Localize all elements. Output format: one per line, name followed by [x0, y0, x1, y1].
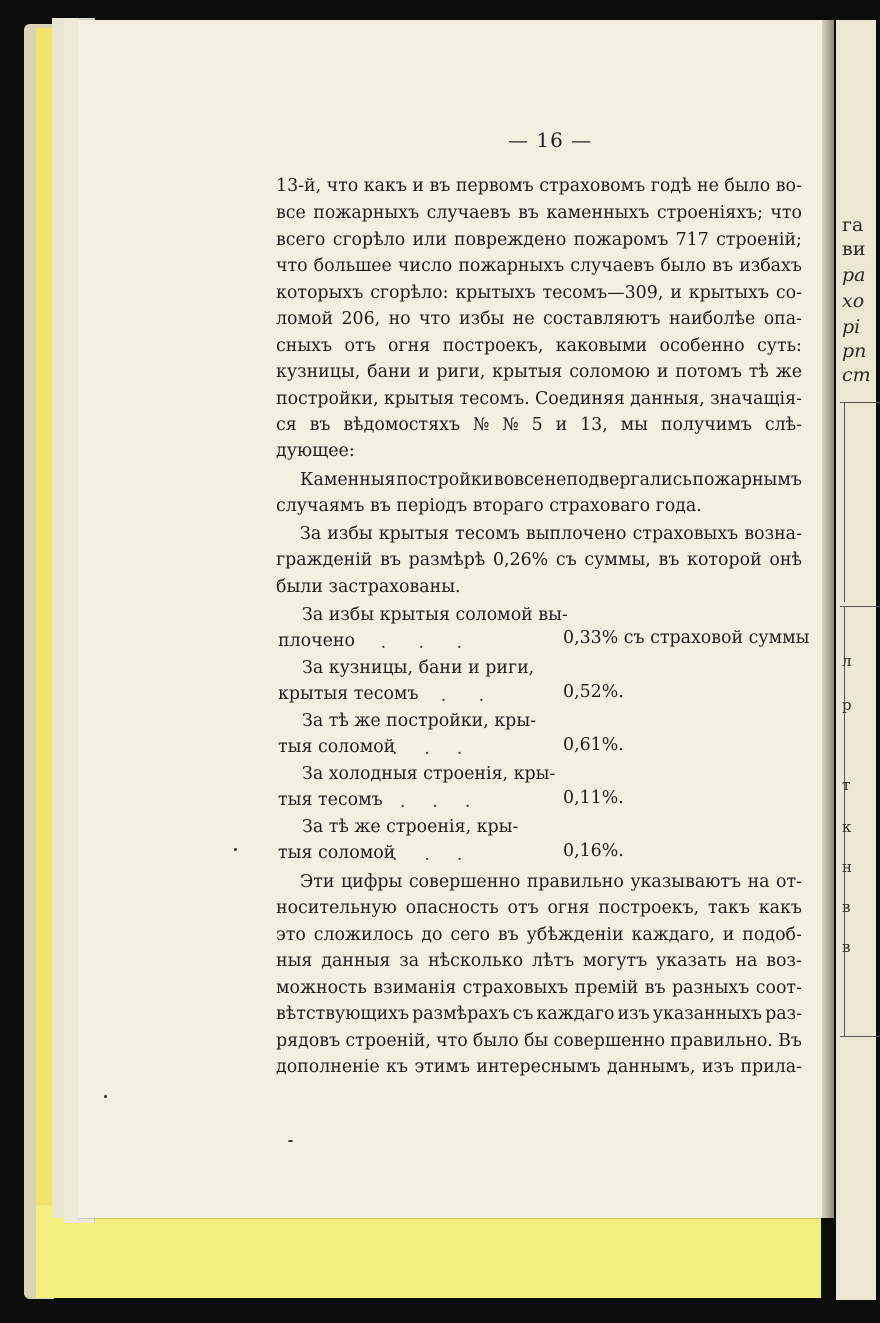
- facing-page-text: рп: [842, 340, 867, 362]
- facing-page-rule: [840, 402, 880, 403]
- facing-page-text: в: [842, 898, 851, 916]
- text-line: Каменныя постройки вовсе неподвергались пожарнымъ: [300, 470, 802, 490]
- text-line: дующее:: [276, 441, 355, 461]
- item-line: За кузницы, бани и риги,: [302, 658, 535, 678]
- text-line: гражденій въ размѣрѣ 0,26% съ суммы, въ которой онѣ: [276, 550, 802, 570]
- facing-page-rule: [840, 606, 880, 607]
- leader-dots: . . .: [392, 739, 463, 759]
- item-line: За холодныя строенія, кры-: [302, 764, 556, 784]
- text-line: всего сгорѣло или повреждено пожаромъ 717 строеній;: [276, 230, 802, 250]
- text-line: носительную опасность отъ огня построекъ, такъ какъ: [276, 898, 802, 918]
- facing-page-text: л: [842, 652, 852, 670]
- facing-page-text: р: [842, 696, 852, 714]
- facing-page-text: хо: [842, 290, 865, 312]
- item-line: За тѣ же строенія, кры-: [302, 817, 519, 837]
- item-value: 0,52%.: [563, 682, 624, 702]
- book-gutter: [822, 20, 834, 1218]
- text-line: ныя данныя за нѣсколько лѣтъ могутъ указать на воз-: [276, 951, 802, 971]
- facing-page-text: рі: [842, 316, 861, 338]
- text-line: дополненіе къ этимъ интереснымъ даннымъ, изъ прила-: [276, 1057, 802, 1077]
- text-line: За избы крытыя тесомъ выплочено страховыхъ возна-: [300, 524, 802, 544]
- text-line: случаямъ въ періодъ втораго страховаго года.: [276, 496, 702, 516]
- text-line: ломой 206, но что избы не составляютъ наиболѣе опа-: [276, 309, 802, 329]
- text-line: это сложилось до сего въ убѣжденіи каждаго, и подоб-: [276, 925, 802, 945]
- leader-dots: . . .: [392, 845, 463, 865]
- page-number: — 16 —: [508, 128, 593, 152]
- text-line: были застрахованы.: [276, 577, 461, 597]
- facing-page-fragment: [836, 20, 876, 1300]
- item-line: тыя соломой: [278, 737, 396, 757]
- item-value: 0,61%.: [563, 735, 624, 755]
- item-line: тыя соломой: [278, 843, 396, 863]
- leader-dots: . . .: [370, 633, 462, 653]
- facing-page-text: н: [842, 858, 852, 876]
- text-line: 13-й, что какъ и въ первомъ страховомъ годѣ не было во-: [276, 176, 802, 196]
- leader-dots: . . .: [400, 792, 471, 812]
- item-line: крытыя тесомъ: [278, 684, 419, 704]
- item-value: 0,11%.: [563, 788, 624, 808]
- facing-page-rule: [844, 402, 845, 602]
- facing-page-text: га: [842, 214, 864, 236]
- paper-speck: [104, 1095, 107, 1098]
- facing-page-text: ст: [842, 364, 871, 386]
- text-line: сныхъ отъ огня построекъ, каковыми особенно суть:: [276, 336, 802, 356]
- paper-speck: [288, 1140, 293, 1142]
- facing-page-text: т: [842, 776, 851, 794]
- text-line: постройки, крытыя тесомъ. Соединяя данныя, значащія-: [276, 389, 802, 409]
- item-value: 0,33% съ страховой суммы: [563, 628, 810, 648]
- facing-page-text: ви: [842, 238, 866, 260]
- facing-page-text: в: [842, 938, 851, 956]
- item-line: За избы крытыя соломой вы-: [302, 605, 568, 625]
- text-line: что большее число пожарныхъ случаевъ было въ избахъ: [276, 256, 802, 276]
- item-line: плочено: [278, 631, 355, 651]
- item-line: За тѣ же постройки, кры-: [302, 711, 537, 731]
- text-line: которыхъ сгорѣло: крытыхъ тесомъ—309, и крытыхъ со-: [276, 283, 802, 303]
- text-line: кузницы, бани и риги, крытыя соломою и потомъ тѣ же: [276, 362, 802, 382]
- facing-page-text: к: [842, 818, 852, 836]
- text-line: Эти цифры совершенно правильно указываютъ на от-: [300, 872, 802, 892]
- paper-speck: [234, 848, 237, 851]
- facing-page-text: ра: [842, 264, 866, 286]
- text-line: ся въ вѣдомостяхъ № № 5 и 13, мы получимъ слѣ-: [276, 415, 802, 435]
- text-line: можность взиманія страховыхъ премій въ разныхъ соот-: [276, 978, 802, 998]
- text-line: все пожарныхъ случаевъ въ каменныхъ строеніяхъ; что: [276, 203, 802, 223]
- text-line: вѣтствующихъ размѣрахъ съ каждаго изъ указанныхъ раз-: [276, 1004, 802, 1024]
- yellow-backing-bottom: [36, 1205, 821, 1298]
- text-line: рядовъ строеній, что было бы совершенно правильно. Въ: [276, 1031, 802, 1051]
- item-line: тыя тесомъ: [278, 790, 383, 810]
- item-value: 0,16%.: [563, 841, 624, 861]
- leader-dots: . .: [430, 686, 485, 706]
- facing-page-rule: [840, 1036, 880, 1037]
